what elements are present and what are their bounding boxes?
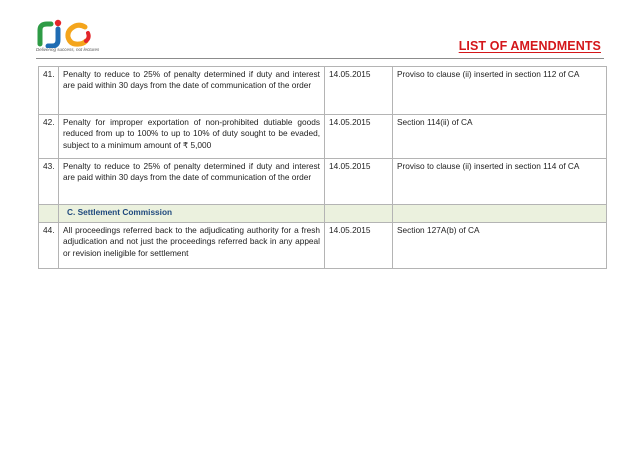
amendments-table xyxy=(38,66,607,269)
table-row xyxy=(39,223,607,269)
amendment-description: All proceedings referred back to the adjudicating authority for a fresh adjudication and not just the proceedings referred back in any appeal or revision ineligible for settlement xyxy=(59,223,325,269)
section-reference-cell xyxy=(393,205,607,223)
row-number: 43. xyxy=(39,159,59,205)
row-number: 42. xyxy=(39,115,59,159)
row-number: 41. xyxy=(39,67,59,115)
amendment-date: 14.05.2015 xyxy=(325,159,393,205)
table-row xyxy=(39,115,607,159)
section-number-cell xyxy=(39,205,59,223)
section-row xyxy=(39,205,607,223)
amendment-reference: Proviso to clause (ii) inserted in section 114 of CA xyxy=(393,159,607,205)
page-title: LIST OF AMENDMENTS xyxy=(458,39,601,53)
header-divider xyxy=(36,58,604,59)
rjc-logo xyxy=(36,18,116,60)
amendment-description: Penalty to reduce to 25% of penalty determined if duty and interest are paid within 30 days from the date of communication of the order xyxy=(59,67,325,115)
amendment-reference: Section 127A(b) of CA xyxy=(393,223,607,269)
logo-tagline: Delivering success, not lectures xyxy=(36,47,100,52)
amendment-date: 14.05.2015 xyxy=(325,115,393,159)
amendment-date: 14.05.2015 xyxy=(325,223,393,269)
section-title: C. Settlement Commission xyxy=(59,205,325,223)
amendment-reference: Proviso to clause (ii) inserted in section 112 of CA xyxy=(393,67,607,115)
amendment-date: 14.05.2015 xyxy=(325,67,393,115)
amendment-description: Penalty to reduce to 25% of penalty determined if duty and interest are paid within 30 days from the date of communication of the order xyxy=(59,159,325,205)
amendment-reference: Section 114(ii) of CA xyxy=(393,115,607,159)
table-row xyxy=(39,67,607,115)
amendment-description: Penalty for improper exportation of non-prohibited dutiable goods reduced from up to 100% to up to 10% of duty sought to be evaded, subject to a minimum amount of ₹ 5,000 xyxy=(59,115,325,159)
row-number: 44. xyxy=(39,223,59,269)
section-date-cell xyxy=(325,205,393,223)
table-row xyxy=(39,159,607,205)
